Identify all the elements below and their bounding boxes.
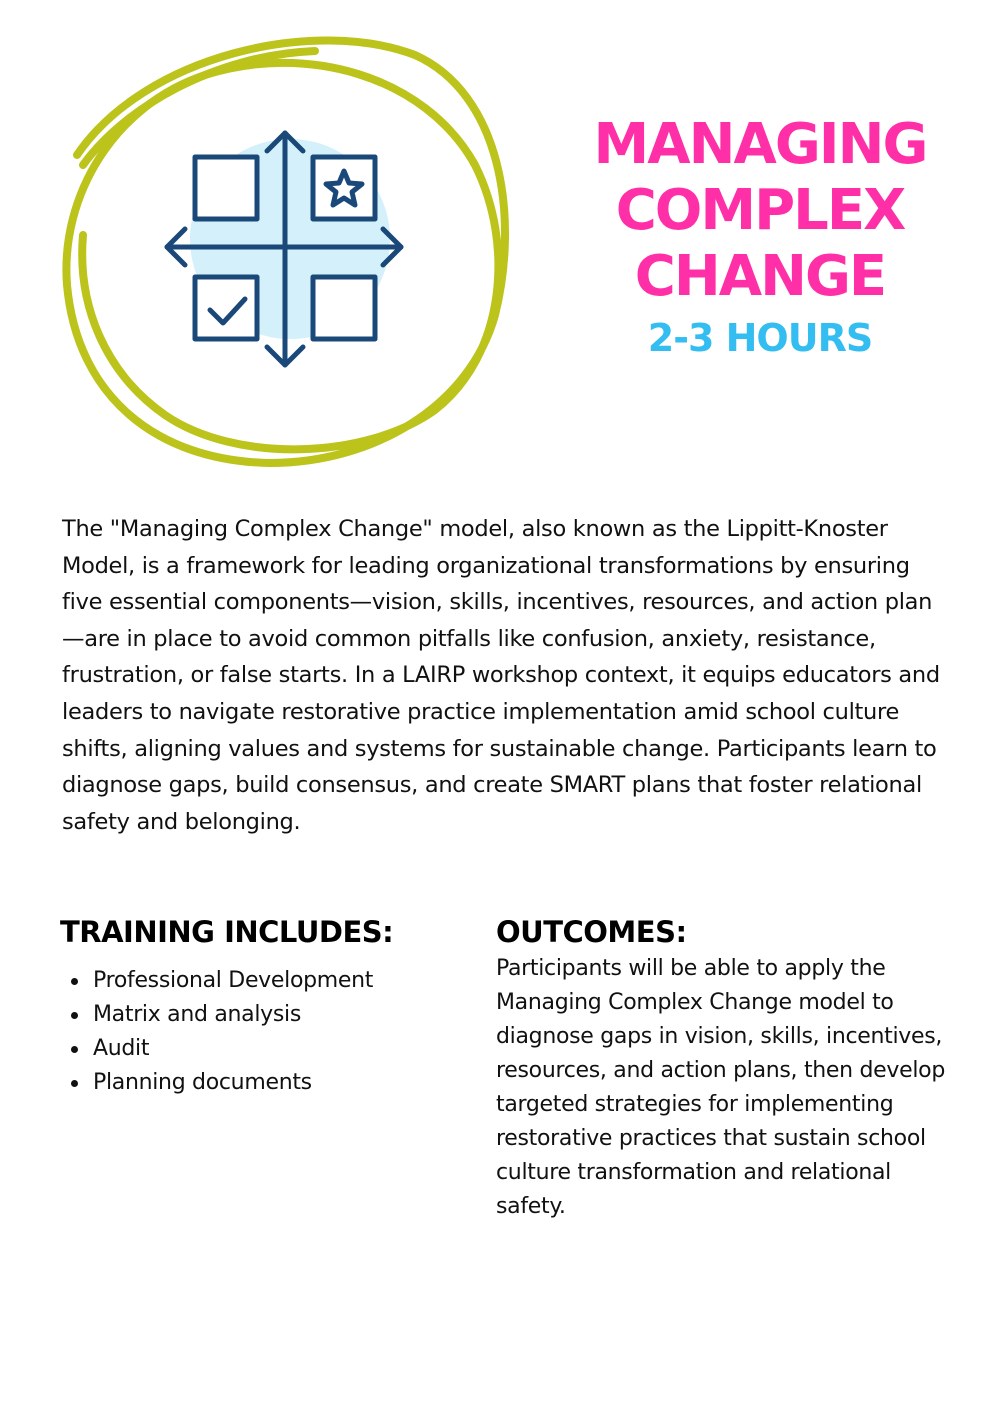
change-matrix-icon <box>167 133 401 365</box>
title-line-3: CHANGE <box>634 244 886 309</box>
description-paragraph: The "Managing Complex Change" model, also known as the Lippitt-Knoster Model, is a framework for leading organizational transformations by ensuring five essential components—vision, skills, incentives, resources, and action plan—are in place to avoid common pitfalls like confusion, anxiety, resistance, frustration, or false starts. In a LAIRP workshop context, it equips educators and leaders to navigate restorative practice implementation amid school culture shifts, aligning values and systems for sustainable change. Participants learn to diagnose gaps, build consensus, and create SMART plans that foster relational safety and belonging. <box>62 516 940 835</box>
list-item <box>93 964 460 998</box>
bullet-icon <box>71 1012 78 1019</box>
list-item <box>93 1066 460 1100</box>
list-item <box>93 998 460 1032</box>
training-heading: TRAINING INCLUDES: <box>60 915 394 949</box>
list-item <box>93 1032 460 1066</box>
bullet-icon <box>71 978 78 985</box>
title-line-1: MANAGING <box>593 112 927 177</box>
outcomes-section <box>496 912 946 1224</box>
list-item-label: Audit <box>93 1036 150 1061</box>
list-item-label: Matrix and analysis <box>93 1002 302 1027</box>
bullet-icon <box>71 1080 78 1087</box>
title-line-2: COMPLEX <box>615 178 905 243</box>
list-item-label: Planning documents <box>93 1070 312 1095</box>
hero-graphic <box>55 15 525 475</box>
outcomes-text: Participants will be able to apply the Managing Complex Change model to diagnose gaps in vision, skills, incentives, resources, and action plans, then develop targeted strategies for implementing restorative practices that sustain school culture transformation and relational safety. <box>496 956 945 1219</box>
duration-label: 2-3 HOURS <box>647 316 873 360</box>
training-section <box>60 912 460 1100</box>
list-item-label: Professional Development <box>93 968 374 993</box>
outcomes-heading: OUTCOMES: <box>496 915 687 949</box>
bullet-icon <box>71 1046 78 1053</box>
training-list <box>60 964 460 1100</box>
title-block <box>560 112 960 364</box>
